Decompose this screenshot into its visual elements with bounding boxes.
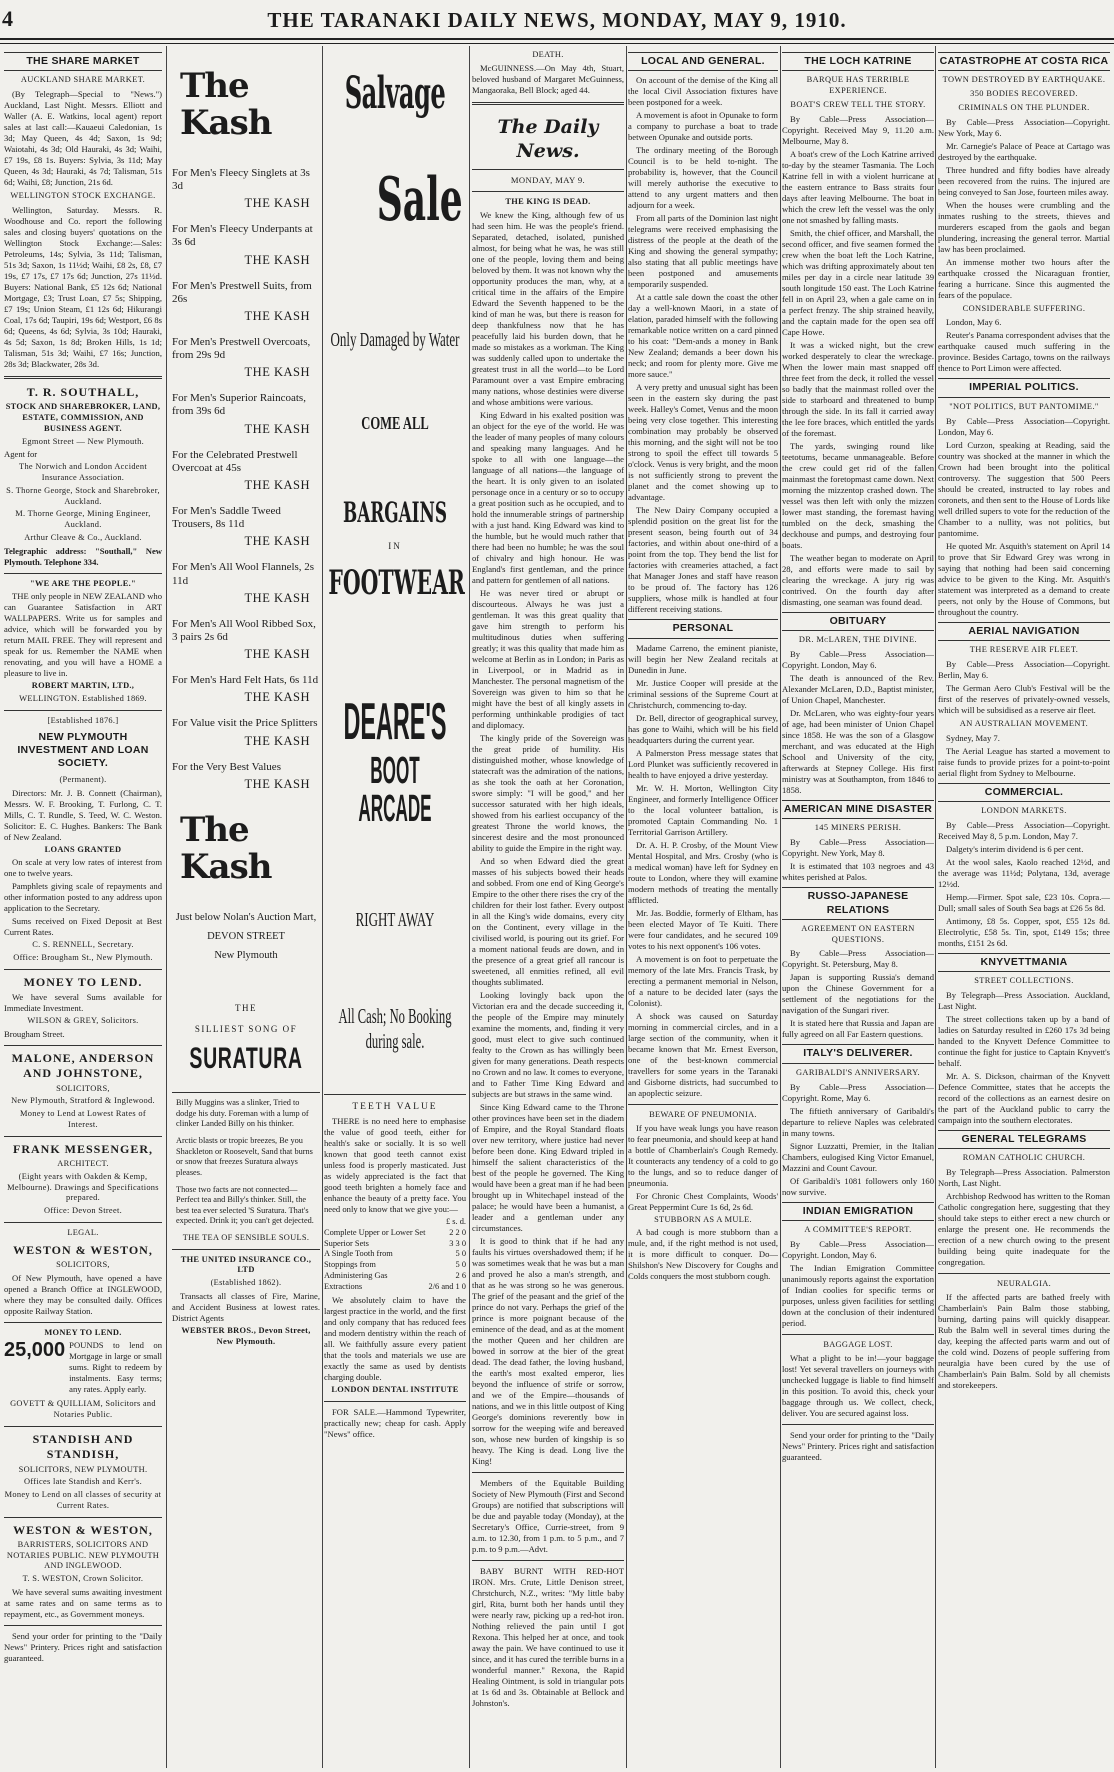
column-local-general: [628, 48, 778, 1768]
boot-arcade-logo: BOOT ARCADE: [358, 750, 432, 830]
printery-notice: Send your order for printing to the "Daily News" Printery. Prices right and satisfaction guaranteed.: [782, 1429, 934, 1462]
article-paragraph: The kingly pride of the Sovereign was the great pride of humility. His distinguished mother, whose knowledge of statecraft was the admiration of the nations, as she took the oath at her Coronation, swore simply: "I will be good," and her successor saturated with her high ideals, showed from his earliest occupancy of the greatest Throne the world knows, the sincerest desire and the most pronounced ability to guide the Empire in the right way.: [472, 733, 624, 854]
advertiser-address: Office: Brougham St., New Plymouth.: [13, 953, 153, 963]
kash-item-tag: THE KASH: [244, 252, 310, 267]
verse: Billy Muggins was a slinker, Tried to dodge his duty. Foreman with a lump of clinker Landed Billy on his thinker.: [176, 1098, 309, 1129]
tagline: All Cash; No Booking during sale.: [338, 1003, 452, 1053]
article-paragraph: (By Telegraph—Special to "News.") Auckland, Last Night. Messrs. Elliott and Waller (A. E. Watkins, local agent) report sales at last call:—Kauaeui Caledonian, 1s 3d; May Queen, 4s 4d; Saxon, 1s 9d; Waiotahi, 4s 3d; Old Hauraki, 4s 3d; Waihi, £7 19s, £8 1s. Buyers: Sylvia, 3s 11d; May Queen, 4s 3d; Hauraki, 4s 7d; Talisman, 51s 6d; Waihi, £8; Junction, 21s 6d.: [4, 89, 162, 188]
connector-text: IN: [388, 540, 402, 551]
kash-item-tag: THE KASH: [244, 534, 310, 549]
article-paragraph: The fiftieth anniversary of Garibaldi's departure to relieve Naples was celebrated in many towns.: [782, 1105, 934, 1138]
kash-item-label: For Value visit the Price Splitters: [172, 717, 318, 730]
kash-logo: The Kash: [180, 66, 272, 144]
printery-notice: Send your order for printing to the "Daily News" Printery. Prices right and satisfaction guaranteed.: [4, 1630, 162, 1663]
ad-heading: "WE ARE THE PEOPLE.": [30, 578, 136, 588]
price-label: Stoppings from: [324, 1260, 376, 1270]
section-heading: OBITUARY: [782, 612, 934, 631]
masthead: [0, 0, 1114, 40]
price-row: [324, 1260, 466, 1271]
kash-item-tag: THE KASH: [244, 647, 310, 662]
article-paragraph: A movement is afoot in Opunake to form a company to purchase a boat to trade between Opunake and outside ports.: [628, 110, 778, 143]
article-paragraph: Mr. W. H. Morton, Wellington City Engineer, and formerly Intelligence Officer to the local volunteer battalion, is promoted Captain Commanding No. 1 Territorial Garrison Artillery.: [628, 782, 778, 837]
price-row: [324, 1271, 466, 1282]
ad-heading: BAGGAGE LOST.: [823, 1339, 893, 1349]
kash-item-label: For Men's Superior Raincoats, from 39s 6d: [172, 392, 306, 418]
kash-logo: The Kash: [180, 809, 272, 888]
subheading: (Permanent).: [59, 774, 107, 784]
column-rule: [469, 46, 470, 1768]
cable-dateline: London, May 6.: [946, 317, 1002, 328]
sale-heading: Sale: [376, 165, 463, 236]
kash-item-label: For Men's Fleecy Singlets at 3s 3d: [172, 166, 310, 192]
advertiser-name: T. S. WESTON, Crown Solicitor.: [22, 1574, 144, 1584]
ad-heading: NEURALGIA.: [997, 1279, 1051, 1289]
divider: [782, 1334, 934, 1335]
advertiser-address: Brougham Street.: [4, 1028, 65, 1039]
section-heading: INDIAN EMIGRATION: [782, 1202, 934, 1221]
loan-amount: 25,000: [4, 1339, 66, 1362]
agency-item: The Norwich and London Accident Insurance Association.: [19, 462, 147, 483]
kash-item-tag: THE KASH: [244, 421, 310, 436]
agency-item: M. Thorne George, Mining Engineer, Auckland.: [15, 509, 151, 530]
ad-body: A bad cough is more stubborn than a mule, and, if the right method is not used, it is more difficult to conquer. Do—Shilshon's New Discovery for Coughs and Colds conquers the most stubborn cough.: [628, 1227, 778, 1282]
column-rule: [166, 46, 167, 1768]
divider: [324, 1401, 466, 1402]
dental-price-list: [324, 1228, 466, 1293]
article-paragraph: The death is announced of the Rev. Alexander McLaren, D.D., Baptist minister, of Union Chapel, Manchester.: [782, 672, 934, 705]
kash-item-label: For Men's Prestwell Overcoats, from 29s 9d: [172, 335, 311, 362]
ad-body: Money to Lend on all classes of security at Current Rates.: [4, 1490, 162, 1510]
article-paragraph: Signor Luzzatti, Premier, in the Italian Chambers, eulogised King Victor Emanuel, Mazzini and Count Cavour.: [782, 1140, 934, 1173]
article-paragraph: It is good to think that if he had any faults his virtues overshadowed them; if he was sometimes weak that he was but a man and proved he also a man's strength, and that as he was strong so he was generous. The grief of the peasant and the grief of the prince do not vary. Perhaps the grief of the prince is more poignant because of the eminence of the dead, and as at the moment the mother Queen and her children are bowed in sorrow at the bier of the great dead. The dead father, the loving husband, the earth's most exalted emperor, lies beyond the influence of strife or sorrow, and we of the Empire—thousands of nations, and we in this little outpost of King George's dominions reverently bow in sorrow for the weeping wife and bereaved son, whose new burden of kingship is so heavy. The King is dead. Long live the King!: [472, 1236, 624, 1467]
ad-heading: WESTON & WESTON,: [13, 1242, 153, 1257]
divider: [172, 1092, 320, 1093]
kash-item-tag: THE KASH: [244, 590, 310, 605]
price-label: Complete Upper or Lower Set: [324, 1227, 426, 1237]
suratura-logo: SURATURA: [189, 1041, 303, 1075]
newspaper-title: THE TARANAKI DAILY NEWS, MONDAY, MAY 9, 1910.: [267, 8, 847, 32]
ad-body: (Eight years with Oakden & Kemp, Melbourne). Drawings and Specifications prepared.: [7, 1171, 159, 1203]
ad-heading: MALONE, ANDERSON AND JOHNSTONE,: [11, 1050, 155, 1081]
section-heading: PERSONAL: [628, 619, 778, 638]
price-header: [324, 1217, 466, 1228]
divider: [4, 1426, 162, 1427]
kash-address: DEVON STREET: [207, 930, 285, 942]
kash-item-label: For Men's All Wool Flannels, 2s 11d: [172, 561, 315, 587]
established-note: [Established 1876.]: [47, 715, 119, 725]
cable-dateline: By Cable—Press Association—Copyright. New York, May 6.: [938, 116, 1110, 138]
price-value: 5 0: [455, 1249, 466, 1259]
classified-ad: FOR SALE.—Hammond Typewriter, practically new; cheap for cash. Apply "News" office.: [324, 1407, 466, 1440]
ad-body: Sums received on Fixed Deposit at Best Current Rates.: [4, 916, 162, 938]
agency-item: Arthur Cleave & Co., Auckland.: [24, 532, 142, 542]
subheading: (Established 1862).: [210, 1278, 282, 1288]
ad-body: If you have weak lungs you have reason to fear pneumonia, and should keep at hand a bottle of Chamberlain's Cough Remedy. It counteracts any tendency of a cold to go to the lungs, and so to reduce danger of pneumonia.: [628, 1122, 778, 1188]
divider: [4, 1222, 162, 1223]
article-paragraph: Mr. Justice Cooper will preside at the criminal sessions of the Supreme Court at Christchurch, commencing to-day.: [628, 677, 778, 710]
advertiser-address: New Plymouth, Stratford & Inglewood.: [11, 1096, 155, 1106]
section-heading: ITALY'S DELIVERER.: [782, 1044, 934, 1063]
subheading: BARQUE HAS TERRIBLE EXPERIENCE.: [806, 75, 910, 96]
verse: Arctic blasts or tropic breezes, Be you Shackleton or Roosevelt, Sand that burns or snow that freezes Suratura always pleases.: [176, 1136, 313, 1177]
price-row: [324, 1228, 466, 1239]
section-heading: KNYVETTMANIA: [938, 953, 1110, 972]
article-paragraph: Lord Curzon, speaking at Reading, said the country was shocked at the manner in which the Crown had been brought into the political controversy. The suggestion that 500 Peers should be created, instructed to lay robes and coronets, and then sent to the House of Lords like well drilled supers to vote for the reduction of the Chamber to a nullity, was not politics, but pantomime.: [938, 439, 1110, 538]
price-label: A Single Tooth from: [324, 1249, 393, 1259]
subheading: THE RESERVE AIR FLEET.: [969, 645, 1079, 655]
section-heading: RUSSO-JAPANESE RELATIONS: [782, 887, 934, 920]
subheading: STREET COLLECTIONS.: [974, 976, 1074, 986]
ad-body: For Chronic Chest Complaints, Woods' Great Peppermint Cure 1s 6d, 2s 6d.: [628, 1190, 778, 1212]
article-paragraph: It is estimated that 103 negroes and 43 whites perished at Palos.: [782, 861, 934, 883]
ad-heading: WESTON & WESTON,: [13, 1522, 153, 1537]
advertiser-role: STOCK AND SHAREBROKER, LAND, ESTATE, COMMISSION, AND BUSINESS AGENT.: [5, 402, 161, 433]
subheading: SOLICITORS,: [56, 1259, 110, 1269]
section-heading: THE LOCH KATRINE: [782, 52, 934, 71]
ad-heading: FRANK MESSENGER,: [12, 1141, 153, 1156]
divider: [472, 1472, 624, 1473]
ad-body: If the affected parts are bathed freely with Chamberlain's Pain Balm those stabbing, burning, darting pains will quickly disappear. Rub the Balm well in several times during the day, keeping the affected parts warm and out of the cold wind. Dozens of people suffering from neuralgia have been cured by the use of Chamberlain's Pain Balm. Sold by all chemists and storekeepers.: [938, 1291, 1110, 1390]
cable-dateline: By Telegraph—Press Association. Auckland, Last Night.: [938, 989, 1110, 1011]
kash-advertisement: [172, 48, 320, 1768]
article-paragraph: We knew the King, although few of us had seen him. He was the people's friend. Separated, detached, isolated, punished almost, for being what he was, he was still one of the people, loving them and being beloved by them. It was not known why the opportunity produces the man, why, at a critical time in the affairs of the Empire Edward the Seventh happened to be the kind of man he was, but there is reason for deep thankfulness now that he has peacefully laid his burden down, that he made so mistakes as a workman. The King was suddenly called upon to undertake the greatest trust in all the world—to be Lord Paramount over a vast Empire embracing many nations, whose destinies were diverse and whose ambitions were various.: [472, 210, 624, 408]
telegraphic-address: Telegraphic address: "Southall," New Plymouth. Telephone 334.: [4, 545, 162, 567]
advertiser-name: ROBERT MARTIN, LTD.,: [31, 681, 135, 691]
article-paragraph: The German Aero Club's Festival will be the first of the reserves of privately-owned vessels, which will be subsidised as a reserve air fleet.: [938, 682, 1110, 715]
divider: [782, 1424, 934, 1425]
song-heading: THE: [235, 1002, 257, 1013]
article-paragraph: The street collections taken up by a band of ladies on Saturday resulted in £260 17s 3d being handed to the Knyvett Defence Committee to continue the fight for justice to Captain Knyvett's behalf.: [938, 1013, 1110, 1068]
ad-heading: TEETH VALUE: [352, 1101, 438, 1112]
ad-heading: BEWARE OF PNEUMONIA.: [649, 1109, 757, 1119]
article-paragraph: The weather began to moderate on April 28, and efforts were made to sail by clearing the wreckage. A jury rig was contrived. On the fourth day after dismasting, one seaman was found dead.: [782, 552, 934, 607]
cable-dateline: By Cable—Press Association—Copyright. London, May 6.: [938, 415, 1110, 437]
article-paragraph: When the houses were crumbling and the inmates rushing to the streets, thieves and murderers escaped from the gaols and began plundering, increasing the general terror. Martial law has been proclaimed.: [938, 199, 1110, 254]
price-value: 5 0: [455, 1260, 466, 1270]
cable-dateline: By Cable—Press Association—Copyright. Rome, May 6.: [782, 1081, 934, 1103]
article-paragraph: Looking lovingly back upon the Victorian era and the decade succeeding it, the people of the Empire may minutely examine the moments, and, finding it very good, must elect to give such continued fealty to the Crown as has willingly been given for many generations. Death respects no Crown and no law. It comes to everyone, and to Father Time King Edward and subjects are but straws in the same wind.: [472, 990, 624, 1100]
divider: [472, 169, 624, 170]
article-paragraph: It was a wicked night, but the crew worked desperately to clear the wreckage. When the lower main mast snapped off three feet from the deck, it rolled the vessel so badly that the mainmast rolled over the side to starboard and threatened to bump through the side. In its fall it carried away the lee fore braces, which entitled the yards of the foremast.: [782, 339, 934, 438]
price-value: 2/6 and 1 0: [428, 1281, 466, 1291]
tagline: COME ALL: [361, 413, 429, 434]
advertiser-name: WEBSTER BROS., Devon Street, New Plymouth.: [181, 1325, 311, 1346]
ad-body: Directors: Mr. J. B. Connett (Chairman), Messrs. W. F. Brooking, T. Furlong, C. T. Mills, C. T. Rundle, S. Teed, W. C. Weston. Solicitor: E. C. Hughes. Bankers: The Bank of New Zealand.: [4, 787, 162, 842]
article-paragraph: On account of the demise of the King all the local Civil Association fixtures have been postponed for a week.: [628, 75, 778, 108]
article-paragraph: It is stated here that Russia and Japan are fully agreed on all Far Eastern questions.: [782, 1018, 934, 1040]
subheading: WELLINGTON STOCK EXCHANGE.: [10, 191, 156, 201]
divider: [472, 1560, 624, 1561]
kash-item-tag: THE KASH: [244, 365, 310, 380]
editorial-headline: THE KING IS DEAD.: [505, 197, 591, 207]
divider: [4, 969, 162, 970]
section-heading: IMPERIAL POLITICS.: [938, 378, 1110, 397]
daily-news-masthead: The Daily News.: [497, 115, 599, 163]
subheading: TOWN DESTROYED BY EARTHQUAKE.: [942, 75, 1106, 85]
article-paragraph: Antimony, £8 5s. Copper, spot, £55 12s 8d. Electrolytic, £58 5s. Tin, spot, £149 15s; three months, £151 2s 6d.: [938, 915, 1110, 948]
ad-body: On scale at very low rates of interest from one to twelve years.: [4, 857, 162, 879]
subheading: CONSIDERABLE SUFFERING.: [962, 303, 1086, 313]
article-paragraph: And so when Edward died the great masses of his subjects bowed their heads and sobbed. From one end of King George's Empire to the other there rises the cry of the children for their lost father. Every outpost in all the King's wide domains, every city on the Continent, every village in the civilised world, is pouring out its grief. For a moment national feuds are down, and in the presence of a great grief all rancour is sweetened, all enmities refined, all evil thoughts sublimated.: [472, 856, 624, 988]
advertiser-name: WILSON & GREY, Solicitors.: [27, 1016, 139, 1026]
subheading: LONDON MARKETS.: [981, 806, 1067, 815]
section-heading: AERIAL NAVIGATION: [938, 622, 1110, 641]
tagline: RIGHT AWAY: [355, 909, 435, 931]
article-paragraph: He was never tired or abrupt or discourteous. Always he was just a gentleman. It was this great quality that gave him strength to perform his multitudinous duties when suffering greatly; it was this quality that made him as welcome at Berlin as in London; in Paris as in Liverpool, or in Madrid as in Manchester. The personal magnetism of the Sovereign was given to him so that he might have the best of all kingly assets in performing unthinkable prodigies of tact and diplomacy.: [472, 588, 624, 731]
kash-item-tag: THE KASH: [244, 733, 310, 748]
cable-dateline: By Cable—Press Association—Copyright. Berlin, May 6.: [938, 658, 1110, 680]
article-paragraph: A shock was caused on Saturday morning in commercial circles, and in a large section of the community, when it became known that Mr. Ernest Everson, one of the best-known commercial travellers for some years in the Taranaki and Gisborne districts, had succumbed to an apoplectic seizure.: [628, 1010, 778, 1098]
section-heading: DEATH.: [532, 50, 564, 59]
article-paragraph: The New Dairy Company occupied a splendid position on the great list for the present season, being fourth out of 34 factories, and within about one-third of a point from the top. They bend the list for factories with creameries attached, a fact that Manager Jones and staff have reason to be proud of. The factory has 126 suppliers, whose milk is handled at four different receiving stations.: [628, 505, 778, 615]
article-paragraph: Reuter's Panama correspondent advises that the earthquake caused much suffering in the province. Besides Cartago, towns on the railways thence to Port Limon were affected.: [938, 330, 1110, 374]
column-editorial: [472, 48, 624, 1768]
advertiser-name: T. R. SOUTHALL,: [26, 384, 140, 399]
cable-dateline: By Cable—Press Association—Copyright. Received May 8, 5 p.m. London, May 7.: [938, 819, 1110, 841]
advertiser-name: C. S. RENNELL, Secretary.: [32, 940, 134, 950]
column-world-news: [938, 48, 1110, 1768]
column-rule: [626, 46, 627, 1768]
tagline: Only Damaged by Water: [330, 329, 460, 352]
ad-heading: MONEY TO LEND.: [23, 974, 143, 989]
section-heading: CATASTROPHE AT COSTA RICA: [938, 52, 1110, 71]
article-paragraph: Mr. A. S. Dickson, chairman of the Knyvett Defence Committee, states that he accepts the record of the collections as an earnest desire on the part of the Auckland public to carry the campaign into the southern electorates.: [938, 1070, 1110, 1125]
kash-item-label: For Men's All Wool Ribbed Sox, 3 pairs 2s 6d: [172, 617, 316, 643]
subheading: LOANS GRANTED: [44, 844, 122, 854]
ad-body: What a plight to be in!—your baggage lost! Yet several travellers on journeys with unchecked luggage is liable to find himself in this position. To avoid this, check your baggage through us. We collect, check, deliver. You are secured against loss.: [782, 1352, 934, 1418]
agency-item: S. Thorne George, Stock and Sharebroker, Auckland.: [6, 485, 160, 506]
article-paragraph: From all parts of the Dominion last night telegrams were received emphasising the distress of the people at the death of the King and showing the general sympathy; also stating that all public meetings have been postponed and amusements temporarily suspended.: [628, 213, 778, 290]
divider: [4, 1625, 162, 1626]
article-paragraph: Dr. McLaren, who was eighty-four years of age, had been minister of Union Chapel since 1858. He was the son of a Glasgow merchant, and was educated at the High School and University of the city, afterwards at Stepney College. His first ministry was at Southampton, from 1846 to 1858.: [782, 707, 934, 795]
kash-item-tag: THE KASH: [244, 196, 310, 211]
kash-item-label: For Men's Hard Felt Hats, 6s 11d: [172, 674, 319, 687]
subheading: BARRISTERS, SOLICITORS AND NOTARIES PUBLIC. NEW PLYMOUTH AND INGLEWOOD.: [6, 1539, 160, 1571]
subheading: SOLICITORS,: [56, 1083, 110, 1093]
article-paragraph: The Indian Emigration Committee unanimously reports against the exportation of Indian coolies for specific terms or purposes, unless given facilities for settling down at the conclusion of their indentured period.: [782, 1262, 934, 1328]
divider: [4, 1517, 162, 1518]
deare-logo: DEARE'S: [343, 693, 447, 751]
price-row: [324, 1239, 466, 1250]
column-rule: [322, 46, 323, 1768]
death-notice: McGUINNESS.—On May 4th, Stuart, beloved husband of Margaret McGuinness, Mangaoraka, Bell Block; aged 44.: [472, 62, 624, 95]
column-rule: [935, 46, 936, 1768]
article-paragraph: Dalgety's interim dividend is 6 per cent.: [946, 843, 1084, 854]
ad-heading: THE UNITED INSURANCE CO., LTD: [180, 1254, 312, 1275]
subheading: "NOT POLITICS, BUT PANTOMIME.": [949, 401, 1099, 411]
cable-dateline: By Cable—Press Association—Copyright. London, May 6.: [782, 648, 934, 670]
advertiser-address: Office: Devon Street.: [43, 1206, 122, 1216]
article-paragraph: The yards, swinging round like teetotums, became unmanageable. Before the crew could get rid of the fallen mainmast the foretopmast came down. Next morning the mizzentop crashed down. The vessel was then left with only the mizzen lower mast standing, the foremast having tumbled on the deck, smashing the deckhouse and pumps, and destroying four boats.: [782, 440, 934, 550]
article-paragraph: An immense mother two hours after the earthquake crossed the Nicaraguan frontier, fearing a hurricane. Since this augmented the fears of the populace.: [938, 256, 1110, 300]
price-row: [324, 1249, 466, 1260]
ad-body: Offices late Standish and Kerr's.: [23, 1477, 142, 1487]
section-heading: THE SHARE MARKET: [4, 52, 162, 71]
subheading: GARIBALDI'S ANNIVERSARY.: [795, 1067, 921, 1077]
divider: [4, 1322, 162, 1323]
ad-body: We have several Sums available for Immediate Investment.: [4, 992, 162, 1014]
editorial-date: MONDAY, MAY 9.: [510, 175, 586, 186]
article-paragraph: At a cattle sale down the coast the other day a well-known Maori, in a state of elation, paraded himself with the following remarkable notice written on a card pinned to his coat: "Dem-ands a money in Bank New Zealand; demands a beer down his neck; and room for plenty more. Give me more sauce.": [628, 292, 778, 380]
column-share-market: [4, 48, 162, 1768]
cable-dateline: By Cable—Press Association—Copyright. Received May 9, 11.20 a.m. Melbourne, May 8.: [782, 113, 934, 146]
article-paragraph: He quoted Mr. Asquith's statement on April 14 to prove that Sir Edward Grey was wrong in saying that nothing had been said concerning advice to be given to the King. Mr. Asquith's statement was interpreted as a demand to create peers, not only by the House of Commons, but throughout the country.: [938, 540, 1110, 617]
price-value: 2 6: [455, 1270, 466, 1280]
article-paragraph: Smith, the chief officer, and Marshall, the second officer, and five seamen formed the crew when the boat left the Loch Katrine, which was drifting approximately about ten miles per day in a circle near latitude 39 south longitude 150 east. The Loch Katrine fell in on April 23, when a gale came on in a perfect frenzy. The ship strained heavily, and the captain made for the open sea off Cape Howe.: [782, 227, 934, 337]
subheading: DR. McLAREN, THE DIVINE.: [798, 635, 918, 645]
price-header-label: £ s. d.: [445, 1217, 466, 1227]
cable-dateline: By Cable—Press Association—Copyright. New York, May 8.: [782, 837, 934, 859]
kash-item-label: For the Celebrated Prestwell Overcoat at 45s: [172, 448, 298, 474]
divider: [172, 1249, 320, 1250]
ad-body: POUNDS to lend on Mortgage in large or small sums. Right to redeem by instalments. Easy terms; any rates. Apply early.: [69, 1340, 162, 1395]
ad-body: We have several sums awaiting investment at same rates and on same terms as to repayment, etc., as Government moneys.: [4, 1586, 162, 1619]
kash-item-tag: THE KASH: [244, 690, 310, 705]
subheading: ARCHITECT.: [57, 1159, 109, 1169]
subheading: AGREEMENT ON EASTERN QUESTIONS.: [801, 923, 915, 944]
tea-slogan: THE TEA OF SENSIBLE SOULS.: [182, 1232, 310, 1242]
article-paragraph: The Aerial League has started a movement to raise funds to provide prizes for a point-to-point aerial flight from Sydney to Melbourne.: [938, 745, 1110, 778]
subheading: CRIMINALS ON THE PLUNDER.: [958, 102, 1090, 112]
salvage-heading: Salvage: [344, 68, 446, 119]
ad-body: THE only people in NEW ZEALAND who can Guarantee Satisfaction in ART WALLPAPERS. Write us for samples and advice, which will be forwarded you by return MAIL FREE. They will represent and speak for us. Remember the NAME when renovating, and you will have a HOME a pleasure to live in.: [4, 591, 162, 679]
kash-address: New Plymouth: [214, 950, 278, 962]
divider: [4, 1045, 162, 1046]
subheading: AN AUSTRALIAN MOVEMENT.: [959, 718, 1089, 728]
song-heading: SILLIEST SONG OF: [194, 1024, 298, 1035]
kash-item-label: For Men's Fleecy Underpants at 3s 6d: [172, 223, 313, 249]
article-paragraph: A movement is on foot to perpetuate the memory of the late Mrs. Francis Trask, by erecting a permanent memorial in Nelson, of a nature to be decided later (says the Colonist).: [628, 953, 778, 1008]
price-row: [324, 1282, 466, 1293]
deare-advertisement: [324, 48, 466, 1768]
page-number: 4: [2, 6, 13, 31]
bargains-heading: BARGAINS: [343, 496, 447, 530]
section-heading: LOCAL AND GENERAL.: [628, 52, 778, 71]
ad-body: THERE is no need here to emphasise the value of good teeth, either for health's sake or socially. It is so well known that good teeth cannot exist unless food is properly masticated. Just as widely appreciated is the fact that good teeth brighten a homely face and enhance the beauty of a pretty face. You need only to know that we give you:—: [324, 1116, 466, 1215]
price-value: 3 3 0: [449, 1238, 466, 1248]
divider: [4, 573, 162, 574]
article-paragraph: Wellington, Saturday. Messrs. R. Woodhouse and Co. report the following sales and closing buyers' quotations on the Wellington Stock Exchange:—Sales: Petroleums, 14s; Sylvia, 3s 11d; Talisman, 51s 3d; Saxon, 1s 11½d; Waihi, £8 2s, £8, £7 19s, £7 17s, £7 17s 6d; Junction, 27s 11½d. Buyers: National Bank, £5 12s 6d; National Mortgage, £3; Trust Loan, £7 5s; Shipping, £7 19s; Union Steam, £1 12s 6d; Hikurangi Coal, 17s 6d; Taupiri, 19s 6d; Westport, £6 8s 6d; Queens, 4s 6d; Sylvia, 3s 10d; Hauraki, 4s 5d; Saxon, 1s 8d; Broken Hills, 1s 1d; Talisman, 51s 3d; Waihi, £7 16s; Junction, 28s 3d; Blackwater, 28s 3d.: [4, 204, 162, 369]
subheading: ROMAN CATHOLIC CHURCH.: [962, 1153, 1086, 1163]
kash-item-label: For the Very Best Values: [172, 760, 281, 773]
divider: [472, 102, 624, 105]
article-paragraph: A Palmerston Press message states that Lord Plunket was sufficiently recovered in health to have enjoyed a drive yesterday.: [628, 747, 778, 780]
price-label: Extractions: [324, 1281, 363, 1291]
ad-heading: MONEY TO LEND.: [44, 1327, 122, 1337]
column-cable-news: [782, 48, 934, 1768]
kash-address: Just below Nolan's Auction Mart,: [175, 911, 317, 923]
section-heading: GENERAL TELEGRAMS: [938, 1130, 1110, 1149]
article-paragraph: Dr. A. H. P. Crosby, of the Mount View Mental Hospital, and Mrs. Crosby (who is a medical woman) have left for Sydney en route to London, where they will examine modern methods of treating the mentally afflicted.: [628, 839, 778, 905]
advertisement: BABY BURNT WITH RED-HOT IRON. Mrs. Crute, Little Denison street, Chrstchurch, N.Z., writes: "My little baby girl, Rita, burnt both her hands until they were nearly raw, picking up a red-hot iron. Nothing relieved the pain until I got Rexona. This helped her at once, and took away the pain. We have continued to use it since, and it has cured the terrible burns in a wonderful manner." Rexona, the Rapid Healing Ointment, is sold in triangular pots at 1s 6d and 3s. Obtainable at Bellock and Johnston's.: [472, 1566, 624, 1709]
divider: [4, 710, 162, 711]
kash-item-list: [172, 167, 320, 792]
kash-item-tag: THE KASH: [244, 478, 310, 493]
column-rule: [780, 46, 781, 1768]
cable-dateline: By Cable—Press Association—Copyright. London, May 6.: [782, 1238, 934, 1260]
footwear-heading: FOOTWEAR: [328, 563, 465, 604]
ad-heading: STANDISH AND STANDISH,: [32, 1431, 134, 1462]
price-label: Administering Gas: [324, 1270, 388, 1280]
advertiser-address: Egmont Street — New Plymouth.: [22, 436, 144, 446]
section-heading: COMMERCIAL.: [938, 783, 1110, 802]
advertiser-address: WELLINGTON. Established 1869.: [19, 694, 147, 704]
ad-body: Money to Lend at Lowest Rates of Interest.: [20, 1109, 146, 1129]
article-paragraph: Of Garibaldi's 1081 followers only 160 now survive.: [782, 1175, 934, 1197]
article-paragraph: Mr. Jas. Boddie, formerly of Eltham, has been elected Mayor of Te Kuiti. There were four candidates, and he secured 109 votes to his next opponent's 106 votes.: [628, 907, 778, 951]
subheading: AUCKLAND SHARE MARKET.: [20, 75, 146, 85]
article-paragraph: A very pretty and unusual sight has been seen in the eastern sky during the past week. Halley's Comet, Venus and the moon being very close together. This interesting combination may probably be observed this morning, and the sight will not be too strong to spoil the effect till towards 5 o'clock. Venus is very bright, and the moon is not sufficiently strong to prevent the planet and the comet showing up to advantage.: [628, 382, 778, 503]
article-paragraph: Since King Edward came to the Throne other provinces have been set in the diadem of Empire, and the Royal Standard floats over new territory, where justice had never before been done. King Edward tripled in himself the salient characteristics of the best of the people he governed. The King would have been a great man if he had been brought up in Whitechapel instead of the palace; he would have been a humanist, a leader and a gentleman under any circumstances.: [472, 1102, 624, 1234]
cable-dateline: By Cable—Press Association—Copyright. St. Petersburg, May 8.: [782, 948, 934, 970]
cable-dateline: By Telegraph—Press Association. Palmerston North, Last Night.: [938, 1167, 1110, 1189]
masthead-rule: [0, 43, 1114, 44]
ad-body: Transacts all classes of Fire, Marine, and Accident Business at lowest rates. District Agents: [172, 1290, 320, 1323]
article-paragraph: Dr. Bell, director of geographical survey, has gone to Waihi, which will be his field headquarters during the current year.: [628, 712, 778, 745]
article-paragraph: Hemp.—Firmer. Spot sale, £23 10s. Copra.—Dull; small sales of South Sea bags at £26 5s 8d.: [938, 891, 1110, 913]
kash-item-tag: THE KASH: [244, 308, 310, 323]
subheading: BOAT'S CREW TELL THE STORY.: [790, 99, 926, 109]
kash-item-tag: THE KASH: [244, 776, 310, 791]
ad-body: Of New Plymouth, have opened a have opened a Branch Office at INGLEWOOD, where they may be consulted daily. Offices opposite Railway Station.: [4, 1272, 162, 1316]
loan-offer: [4, 1340, 162, 1397]
verse: Those two facts are not connected— Perfect tea and Billy's thinker. Still, the best tea ever selected 'S Suratura. That's expected. Drink it; you can't get dejected.: [176, 1184, 314, 1226]
ad-heading: NEW PLYMOUTH INVESTMENT AND LOAN SOCIETY.: [17, 730, 149, 770]
advertiser-name: LONDON DENTAL INSTITUTE: [331, 1385, 459, 1395]
divider: [324, 1094, 466, 1095]
ad-body: Pamphlets giving scale of repayments and other information posted to any address upon application to the Secretary.: [4, 881, 162, 914]
article-paragraph: The ordinary meeting of the Borough Council is to be held to-night. The probability is, however, that the Council will merely authorise the executive to attend to any urgent matters and then adjourn for a week.: [628, 145, 778, 211]
divider: [628, 1104, 778, 1105]
article-paragraph: Archbishop Redwood has written to the Roman Catholic congregation here, suggesting that they should take steps to either erect a new church or enlarge the present one. He recommends the erection of a new church owing to the present building being quite inadequate for the congregation.: [938, 1191, 1110, 1268]
section-heading: AMERICAN MINE DISASTER: [782, 800, 934, 819]
divider: [938, 1273, 1110, 1274]
divider: [4, 376, 162, 379]
ad-heading: STUBBORN AS A MULE.: [654, 1214, 752, 1224]
notice: Members of the Equitable Building Society of New Plymouth (First and Second Groups) are notified that subscriptions will be due and payable today (Monday), at the Secretary's Office, Currie-street, from 9 a.m. to 12.30, from 1 p.m. to 5 p.m., and 7 p.m. to 9 p.m.—Advt.: [472, 1478, 624, 1555]
advertiser-name: GOVETT & QUILLIAM, Solicitors and Notaries Public.: [10, 1399, 156, 1420]
article-paragraph: Three hundred and fifty bodies have already been recovered from the ruins. The injured are being conveyed to San Jose, fourteen miles away.: [938, 164, 1110, 197]
article-paragraph: Mr. Carnegie's Palace of Peace at Cartago was destroyed by the earthquake.: [938, 140, 1110, 162]
subheading: A COMMITTEE'S REPORT.: [804, 1225, 912, 1235]
subheading: 350 BODIES RECOVERED.: [970, 89, 1078, 99]
article-paragraph: At the wool sales, Kaolo reached 12½d, and the average was 11½d; Polytana, 13d, average 12½d.: [938, 856, 1110, 889]
article-paragraph: Japan is supporting Russia's demand upon the Chinese Government for a settlement of the negotiations for the navigation of the Sungari river.: [782, 972, 934, 1016]
article-paragraph: King Edward in his exalted position was an object for the eye of the world. He was the leader of many peoples of many colours and speaking many languages. And he spoke to all with one language—the language of all nations—the language of the heart. It is only given to an isolated personage once in a century or so to occupy a great position such as he occupied, and to hold the innumerable strings of partnership with a just hand. King Edward was kind to the humble, but he would much rather that there had been no humble; he was the soul of chivalry and high honour. He was England's first gentleman, and the prince and pattern for gentlemen of all nations.: [472, 410, 624, 586]
section-heading: LEGAL.: [67, 1227, 99, 1237]
article-paragraph: A boat's crew of the Loch Katrine arrived to-day by the steamer Tasmania. The Loch Katrine fell in with a violent hurricane at the eastern entrance to Bass straits four days after leaving Melbourne. The boat in which the crew left the vessel was the only one not smashed by falling masts.: [782, 148, 934, 225]
cable-dateline: Sydney, May 7.: [946, 732, 1000, 743]
price-value: 2 2 0: [449, 1227, 466, 1237]
subheading: 145 MINERS PERISH.: [814, 823, 902, 833]
kash-item-label: For Men's Saddle Tweed Trousers, 8s 11d: [172, 505, 281, 531]
price-label: Superior Sets: [324, 1238, 369, 1248]
divider: [4, 1136, 162, 1137]
subheading: SOLICITORS, NEW PLYMOUTH.: [18, 1464, 148, 1474]
ad-body: We absolutely claim to have the largest practice in the world, and the first and only company that has reduced fees and modern dentistry within the reach of all. We faithfully assure every patient that the tools and materials we use are exactly the same as used by dentists charging double.: [324, 1295, 466, 1383]
label: Agent for: [4, 449, 38, 460]
kash-item-label: For Men's Prestwell Suits, from 26s: [172, 279, 312, 305]
divider: [472, 191, 624, 192]
article-paragraph: Madame Carreno, the eminent pianiste, will begin her New Zealand recitals at Dunedin in June.: [628, 642, 778, 675]
